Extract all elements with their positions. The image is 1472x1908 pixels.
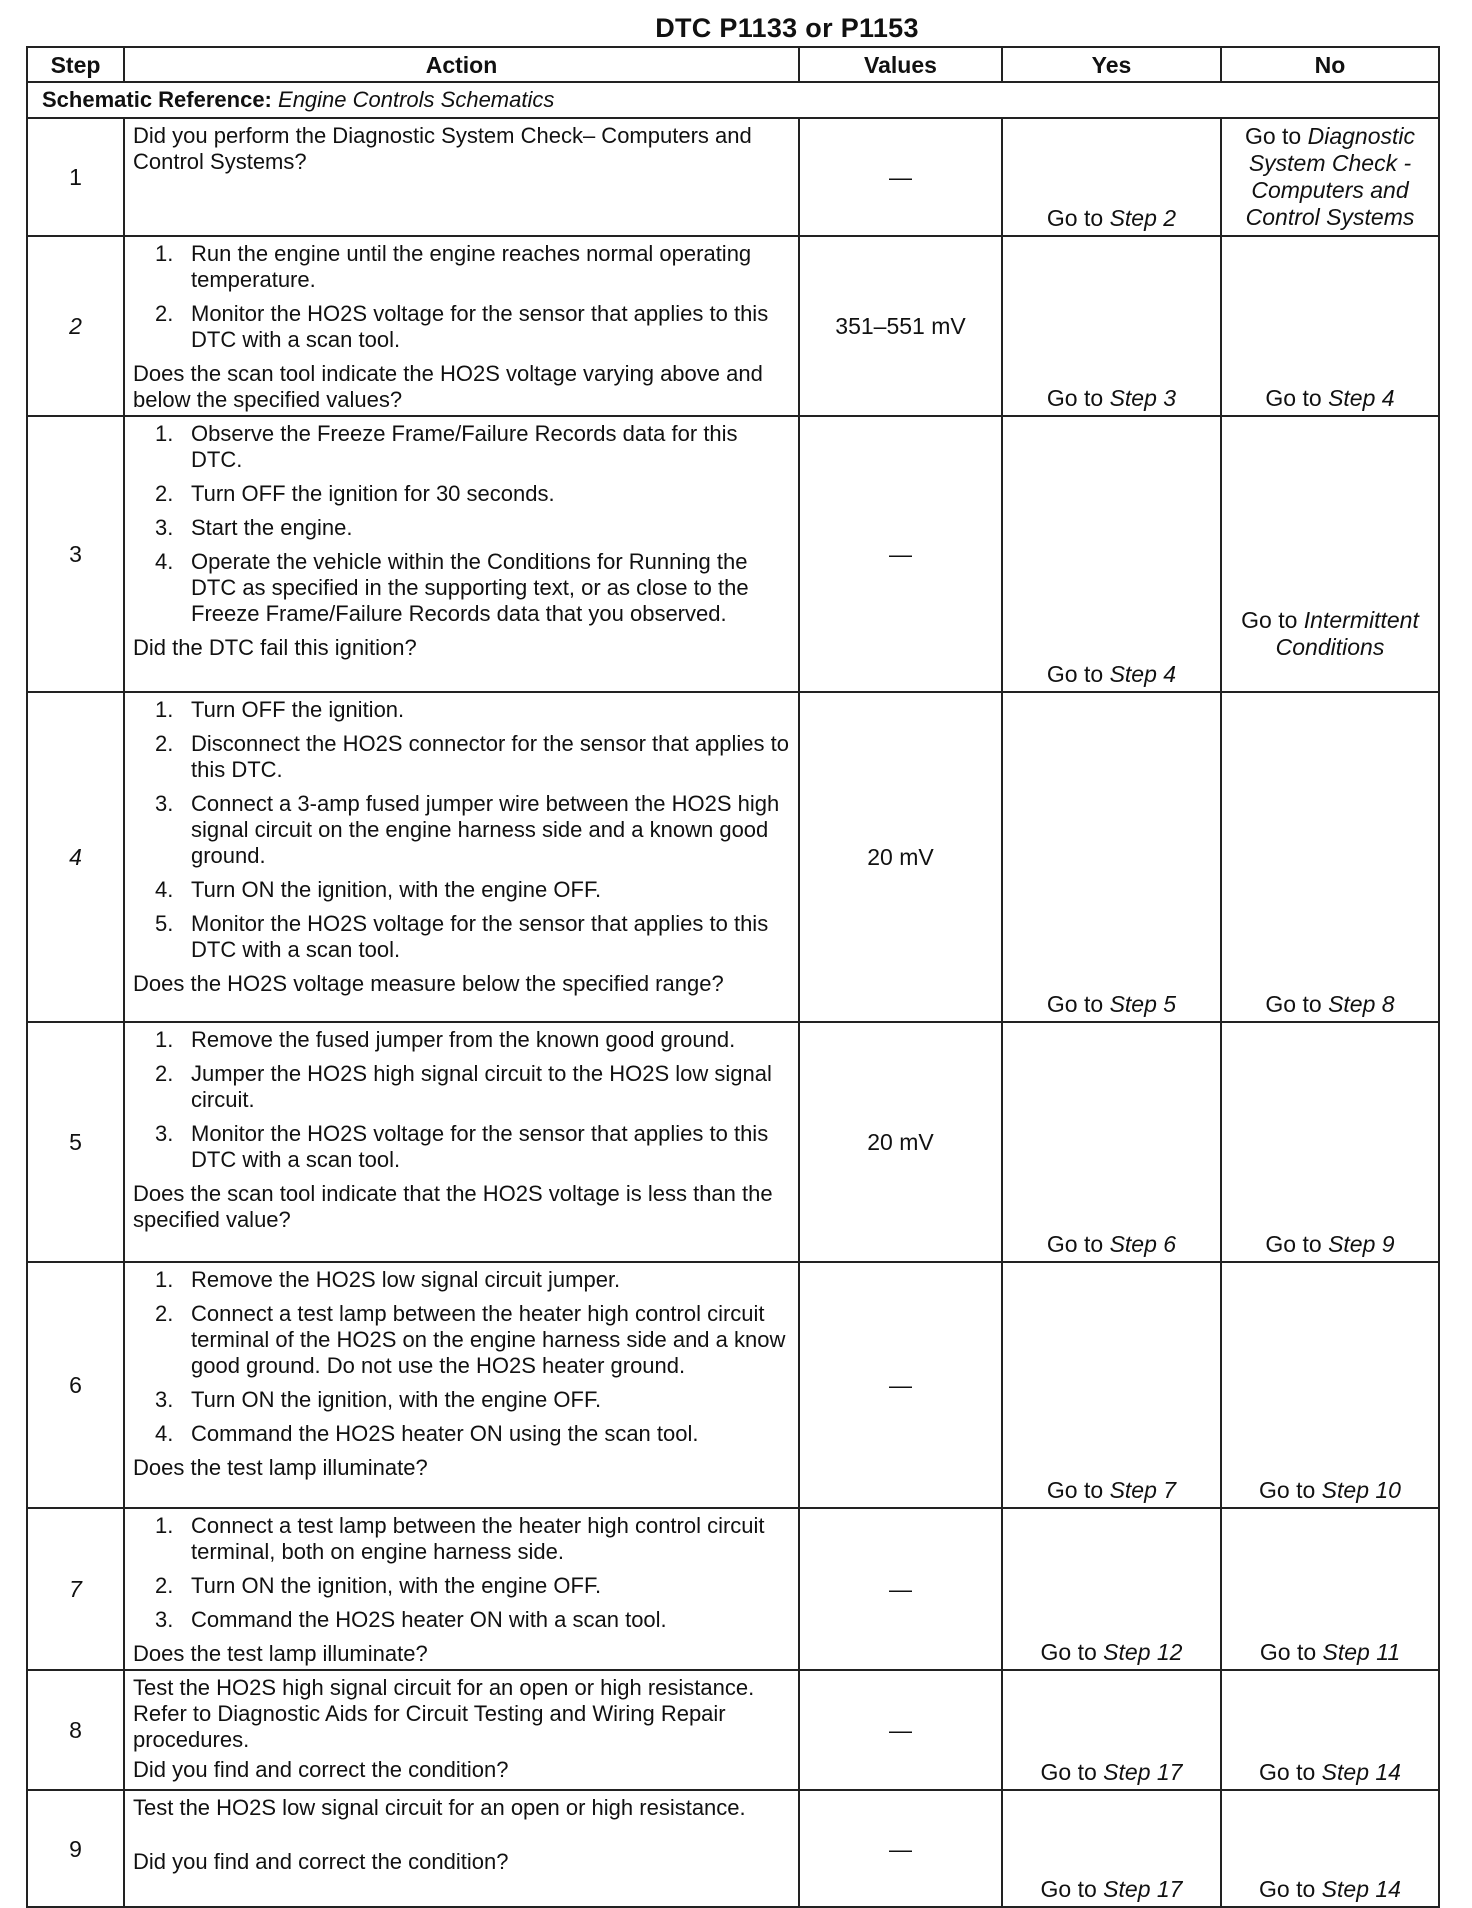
action-list <box>133 1267 790 1447</box>
value-cell: 351–551 mV <box>799 236 1002 416</box>
header-row <box>27 47 1439 82</box>
step-row-8 <box>27 1670 1439 1790</box>
no-cell: Go to Step 14 <box>1221 1670 1439 1790</box>
step-number: 9 <box>27 1790 124 1907</box>
step-row-5 <box>27 1022 1439 1262</box>
step-number: 4 <box>27 692 124 1022</box>
action-item: 1. Observe the Freeze Frame/Failure Records data for this DTC. <box>155 421 738 472</box>
header-yes: Yes <box>1002 47 1221 82</box>
yes-cell: Go to Step 17 <box>1002 1670 1221 1790</box>
action-item: 3. Command the HO2S heater ON with a scan tool. <box>155 1607 667 1632</box>
action-question: Did you find and correct the condition? <box>133 1757 509 1782</box>
yes-step-ref: Step 2 <box>1109 205 1177 231</box>
no-step-ref: Step 9 <box>1328 1231 1395 1257</box>
value-cell: — <box>799 1262 1002 1508</box>
no-cell: Go to Step 9 <box>1221 1022 1439 1262</box>
action-cell <box>124 692 799 1022</box>
action-intro: Test the HO2S high signal circuit for an open or high resistance. Refer to Diagnostic Aids for Circuit Testing and Wiring Repair procedures. <box>133 1675 755 1752</box>
step-row-3 <box>27 416 1439 692</box>
action-item: 2. Disconnect the HO2S connector for the sensor that applies to this DTC. <box>155 731 789 782</box>
action-intro: Test the HO2S low signal circuit for an open or high resistance. <box>133 1795 746 1820</box>
schematic-label: Schematic Reference: <box>42 87 272 112</box>
yes-step-ref: Step 17 <box>1103 1876 1183 1902</box>
action-list <box>133 241 790 353</box>
no-cell: Go to Step 4 <box>1221 236 1439 416</box>
action-item: 2. Jumper the HO2S high signal circuit to the HO2S low signal circuit. <box>155 1061 772 1112</box>
yes-cell: Go to Step 7 <box>1002 1262 1221 1508</box>
action-item: 4. Operate the vehicle within the Conditions for Running the DTC as specified in the supporting text, or as close to the Freeze Frame/Failure Records data that you observed. <box>155 549 749 626</box>
header-no: No <box>1221 47 1439 82</box>
step-row-6 <box>27 1262 1439 1508</box>
action-cell <box>124 236 799 416</box>
no-step-ref: Step 14 <box>1321 1759 1401 1785</box>
action-item: 2. Turn ON the ignition, with the engine OFF. <box>155 1573 602 1598</box>
action-cell <box>124 1508 799 1670</box>
action-cell <box>124 118 799 236</box>
yes-cell: Go to Step 17 <box>1002 1790 1221 1907</box>
page-title: DTC P1133 or P1153 <box>655 13 919 43</box>
no-ref-line: Intermittent <box>1303 607 1419 633</box>
action-item: 1. Run the engine until the engine reaches normal operating temperature. <box>155 241 752 292</box>
yes-step-ref: Step 3 <box>1109 385 1177 411</box>
action-intro: Did you perform the Diagnostic System Check– Computers and Control Systems? <box>133 123 752 174</box>
action-cell <box>124 1262 799 1508</box>
action-question: Does the HO2S voltage measure below the specified range? <box>133 971 724 996</box>
action-item: 3. Start the engine. <box>155 515 353 540</box>
step-row-9 <box>27 1790 1439 1907</box>
action-item: 2. Monitor the HO2S voltage for the sensor that applies to this DTC with a scan tool. <box>155 301 769 352</box>
no-cell: Go to Step 14 <box>1221 1790 1439 1907</box>
no-ref-line: Diagnostic <box>1307 123 1416 149</box>
value-cell: 20 mV <box>799 1022 1002 1262</box>
action-item: 3. Turn ON the ignition, with the engine OFF. <box>155 1387 602 1412</box>
value-cell: — <box>799 118 1002 236</box>
yes-step-ref: Step 12 <box>1103 1639 1183 1665</box>
yes-step-ref: Step 7 <box>1109 1477 1177 1503</box>
action-cell <box>124 1670 799 1790</box>
no-step-ref: Step 11 <box>1322 1639 1401 1665</box>
action-item: 3. Connect a 3-amp fused jumper wire between the HO2S high signal circuit on the engine harness side and a known good ground. <box>155 791 780 868</box>
action-question: Does the scan tool indicate that the HO2S voltage is less than the specified value? <box>133 1181 773 1232</box>
action-item: 1. Remove the HO2S low signal circuit jumper. <box>155 1267 621 1292</box>
no-ref-line: System Check - <box>1248 150 1412 176</box>
yes-cell: Go to Step 3 <box>1002 236 1221 416</box>
schematic-value: Engine Controls Schematics <box>278 87 555 112</box>
no-cell: Go to Step 8 <box>1221 692 1439 1022</box>
action-list <box>133 421 790 627</box>
step-number: 1 <box>27 118 124 236</box>
no-cell <box>1221 118 1439 236</box>
action-cell <box>124 416 799 692</box>
step-number: 6 <box>27 1262 124 1508</box>
value-cell: — <box>799 416 1002 692</box>
step-number: 3 <box>27 416 124 692</box>
action-item: 1. Remove the fused jumper from the known good ground. <box>155 1027 736 1052</box>
action-question: Does the test lamp illuminate? <box>133 1455 428 1480</box>
yes-cell: Go to Step 4 <box>1002 416 1221 692</box>
no-step-ref: Step 14 <box>1321 1876 1401 1902</box>
step-row-4 <box>27 692 1439 1022</box>
yes-cell: Go to Step 5 <box>1002 692 1221 1022</box>
no-step-ref: Step 10 <box>1321 1477 1401 1503</box>
no-cell: Go to Step 11 <box>1221 1508 1439 1670</box>
step-number: 7 <box>27 1508 124 1670</box>
schematic-reference-row <box>27 82 1439 118</box>
action-question: Did the DTC fail this ignition? <box>133 635 417 660</box>
document-page <box>26 10 1438 1908</box>
yes-cell: Go to Step 6 <box>1002 1022 1221 1262</box>
value-cell: — <box>799 1790 1002 1907</box>
no-ref-line: Control Systems <box>1245 204 1415 230</box>
header-action: Action <box>124 47 799 82</box>
step-number: 5 <box>27 1022 124 1262</box>
action-item: 1. Connect a test lamp between the heater high control circuit terminal, both on engine harness side. <box>155 1513 765 1564</box>
yes-step-ref: Step 4 <box>1109 661 1177 687</box>
yes-cell: Go to Step 12 <box>1002 1508 1221 1670</box>
no-cell: Go to Step 10 <box>1221 1262 1439 1508</box>
action-item: 3. Monitor the HO2S voltage for the sensor that applies to this DTC with a scan tool. <box>155 1121 769 1172</box>
action-question: Does the scan tool indicate the HO2S voltage varying above and below the specified values? <box>133 361 763 412</box>
action-item: 5. Monitor the HO2S voltage for the sensor that applies to this DTC with a scan tool. <box>155 911 769 962</box>
step-row-1 <box>27 118 1439 236</box>
step-row-2 <box>27 236 1439 416</box>
value-cell: — <box>799 1670 1002 1790</box>
step-number: 2 <box>27 236 124 416</box>
step-number: 8 <box>27 1670 124 1790</box>
no-cell: Go to Intermittent Conditions <box>1221 416 1439 692</box>
action-question: Does the test lamp illuminate? <box>133 1641 428 1666</box>
action-cell <box>124 1790 799 1907</box>
action-cell <box>124 1022 799 1262</box>
action-list <box>133 697 790 963</box>
yes-cell <box>1002 118 1221 236</box>
yes-step-ref: Step 5 <box>1109 991 1177 1017</box>
no-step-ref: Step 8 <box>1328 991 1395 1017</box>
action-list <box>133 1027 790 1173</box>
step-row-7 <box>27 1508 1439 1670</box>
action-item: 1. Turn OFF the ignition. <box>155 697 405 722</box>
goto-prefix: Go to <box>1046 205 1104 231</box>
action-question: Did you find and correct the condition? <box>133 1849 509 1874</box>
action-item: 2. Connect a test lamp between the heater high control circuit terminal of the HO2S on the engine harness side and a know good ground. Do not use the HO2S heater ground. <box>155 1301 786 1378</box>
no-step-ref: Step 4 <box>1328 385 1395 411</box>
header-values: Values <box>799 47 1002 82</box>
no-ref-line: Computers and <box>1251 177 1409 203</box>
action-list <box>133 1513 790 1633</box>
value-cell: 20 mV <box>799 692 1002 1022</box>
value-cell: — <box>799 1508 1002 1670</box>
header-step: Step <box>27 47 124 82</box>
diagnostic-table <box>26 46 1440 1908</box>
no-ref-line: Conditions <box>1275 634 1385 660</box>
action-item: 4. Command the HO2S heater ON using the scan tool. <box>155 1421 699 1446</box>
action-item: 2. Turn OFF the ignition for 30 seconds. <box>155 481 555 506</box>
goto-prefix: Go to <box>1244 123 1302 149</box>
yes-step-ref: Step 6 <box>1109 1231 1177 1257</box>
yes-step-ref: Step 17 <box>1103 1759 1183 1785</box>
action-item: 4. Turn ON the ignition, with the engine OFF. <box>155 877 602 902</box>
